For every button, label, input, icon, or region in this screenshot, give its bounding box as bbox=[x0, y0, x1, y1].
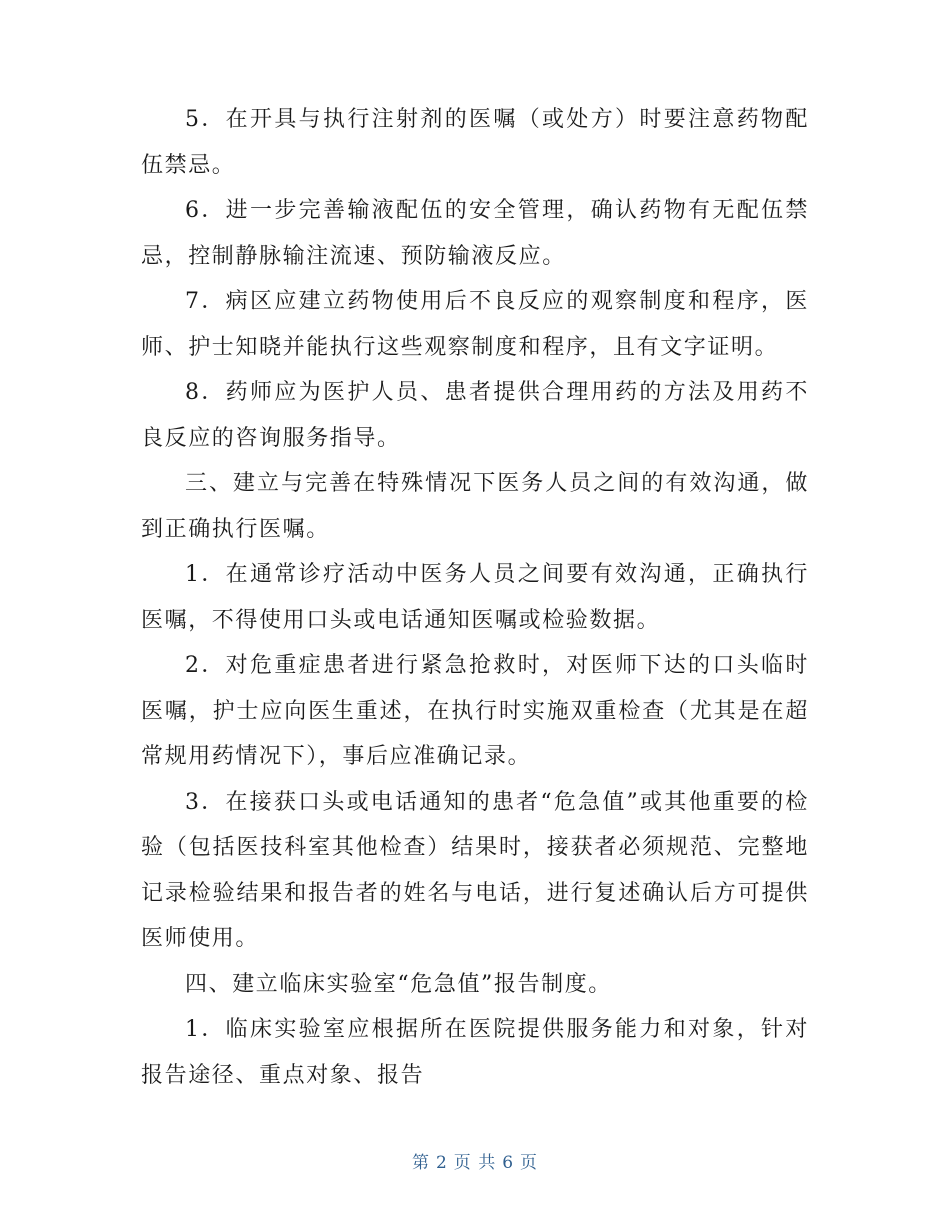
footer-prefix: 第 bbox=[411, 1153, 430, 1173]
page-footer bbox=[0, 1148, 950, 1173]
paragraph-item-8-pharmacist-guidance: 8．药师应为医护人员、患者提供合理用药的方法及用药不良反应的咨询服务指导。 bbox=[141, 380, 809, 451]
paragraph-item-1-communication: 1．在通常诊疗活动中医务人员之间要有效沟通，正确执行医嘱，不得使用口头或电话通知医嘱或检验数据。 bbox=[141, 562, 809, 633]
section-heading-three: 三、建立与完善在特殊情况下医务人员之间的有效沟通，做到正确执行医嘱。 bbox=[141, 471, 809, 542]
footer-total-pages: 6 bbox=[502, 1153, 515, 1173]
section-heading-four: 四、建立临床实验室“危急值”报告制度。 bbox=[185, 971, 612, 997]
paragraph-item-3-critical-values: 3．在接获口头或电话通知的患者“危急值”或其他重要的检验（包括医技科室其他检查）结果时，接获者必须规范、完整地记录检验结果和报告者的姓名与电话，进行复述确认后方可提供医师使用。 bbox=[141, 789, 809, 951]
footer-page-number: 2 bbox=[435, 1153, 448, 1173]
paragraph-item-6-infusion-safety: 6．进一步完善输液配伍的安全管理，确认药物有无配伍禁忌，控制静脉输注流速、预防输液反应。 bbox=[141, 198, 809, 269]
paragraph-item-1-lab-reporting: 1．临床实验室应根据所在医院提供服务能力和对象，针对报告途径、重点对象、报告 bbox=[141, 1017, 809, 1088]
paragraph-item-5-drug-incompatibility: 5．在开具与执行注射剂的医嘱（或处方）时要注意药物配伍禁忌。 bbox=[141, 107, 809, 178]
paragraph-item-7-adverse-reaction: 7．病区应建立药物使用后不良反应的观察制度和程序，医师、护士知晓并能执行这些观察制度和程序，且有文字证明。 bbox=[141, 289, 809, 360]
document-body bbox=[141, 97, 809, 1098]
paragraph-item-2-emergency-orders: 2．对危重症患者进行紧急抢救时，对医师下达的口头临时医嘱，护士应向医生重述，在执行时实施双重检查（尤其是在超常规用药情况下），事后应准确记录。 bbox=[141, 653, 809, 769]
footer-suffix: 页 bbox=[520, 1153, 539, 1173]
footer-mid: 页 共 bbox=[453, 1153, 497, 1173]
